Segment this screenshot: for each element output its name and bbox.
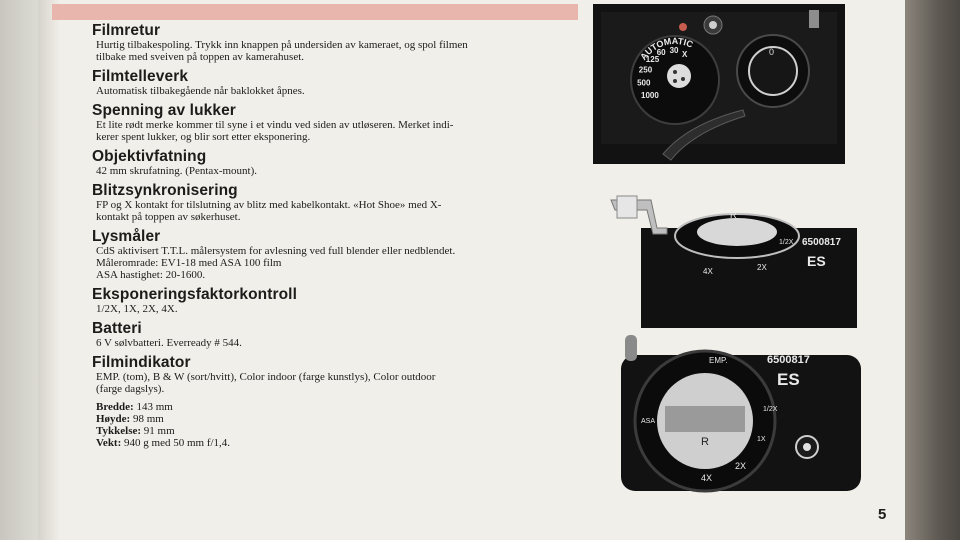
page-gutter-shadow (38, 0, 60, 540)
section-heading: Objektivfatning (92, 148, 207, 165)
section-heading: Filmtelleverk (92, 68, 189, 85)
factor-label-half: 1/2X (763, 406, 778, 413)
shutter-release-center (709, 21, 717, 29)
section-heading: Blitzsynkronisering (92, 182, 238, 199)
film-indicator-dial-photo (617, 329, 865, 494)
rewind-crank-knob (809, 10, 819, 28)
dimension-label: Vekt: (96, 437, 122, 449)
dimension-row (96, 437, 578, 449)
empty-indicator-label: EMP. (709, 356, 728, 365)
dimension-label: Bredde: (96, 401, 134, 413)
shutter-speed-label: 60 (656, 47, 666, 57)
section-body-line: Automatisk tilbakegående når baklokket åpnes. (96, 85, 305, 97)
section-body-line: 6 V sølvbatteri. Everready # 544. (96, 337, 242, 349)
frame-counter-mark: 0 (769, 47, 775, 57)
dimensions-list (96, 401, 578, 449)
section-body-line: (farge dagslys). (96, 383, 165, 395)
factor-label-2x: 2X (735, 461, 747, 471)
dimension-label: Tykkelse: (96, 425, 142, 437)
dimension-row (96, 413, 578, 425)
dimension-value: 143 mm (136, 401, 173, 413)
spec-section (92, 22, 578, 63)
factor-label-1x: 1X (757, 436, 766, 443)
crank-knob (617, 196, 637, 218)
dial-center-cap (667, 64, 691, 88)
spec-section (92, 228, 578, 281)
cap-dot (681, 77, 685, 81)
section-heading: Filmretur (92, 22, 161, 39)
section-heading: Eksponeringsfaktorkontroll (92, 286, 297, 303)
factor-label-half: 1/2X (779, 239, 794, 246)
wooden-desk-background (905, 0, 960, 540)
shutter-speed-label: 250 (638, 65, 653, 75)
dimension-label: Høyde: (96, 413, 131, 425)
section-body-line: Hurtig tilbakespoling. Trykk inn knappen på undersiden av kameraet, og spol filmen (96, 39, 468, 51)
dimension-row (96, 425, 578, 437)
self-timer-lamp-center (803, 443, 811, 451)
factor-label-2x: 2X (757, 263, 767, 272)
page-number: 5 (878, 506, 887, 523)
rewind-knob-top (697, 218, 777, 246)
section-body-line: Et lite rødt merke kommer til syne i et vindu ved siden av utløseren. Merket indi- (96, 119, 454, 131)
model-name: ES (777, 370, 800, 389)
serial-number: 6500817 (767, 354, 810, 366)
serial-number: 6500817 (802, 237, 841, 248)
factor-label-4x: 4X (703, 267, 713, 276)
automatic-label: AUTOMATIC (638, 35, 695, 62)
spec-section (92, 320, 578, 349)
cap-dot (673, 79, 677, 83)
factor-label-4x: 4X (701, 473, 713, 483)
section-heading: Lysmåler (92, 228, 161, 245)
section-body-line: tilbake med sveiven på toppen av kamerahuset. (96, 51, 305, 63)
spec-section (92, 182, 578, 223)
shutter-speed-dial-photo (593, 4, 845, 164)
shutter-cocked-indicator (679, 23, 687, 31)
pink-header-bar (52, 4, 578, 20)
section-body-line: CdS aktivisert T.T.L. målersystem for avlesning ved full blender eller nedblendet. (96, 245, 456, 257)
section-body-line: ASA hastighet: 20-1600. (96, 269, 206, 281)
shutter-speed-label: 1000 (641, 91, 659, 100)
section-body-line: FP og X kontakt for tilslutning av blitz med kabelkontakt. «Hot Shoe» med X- (96, 199, 442, 211)
strap-lug (625, 335, 637, 361)
section-heading: Batteri (92, 320, 142, 337)
section-body-line: kontakt på toppen av søkerhuset. (96, 211, 241, 223)
spec-section (92, 102, 578, 143)
section-body-line: Måleromrade: EV1-18 med ASA 100 film (96, 257, 282, 269)
section-body-line: EMP. (tom), B & W (sort/hvitt), Color indoor (farge kunstlys), Color outdoor (96, 371, 436, 383)
rewind-mark: R (730, 210, 737, 220)
shutter-speed-label: 125 (645, 54, 660, 64)
asa-label: ASA (641, 418, 656, 425)
spec-section (92, 354, 578, 395)
section-body-line: 1/2X, 1X, 2X, 4X. (96, 303, 178, 315)
spec-section (92, 286, 578, 315)
shutter-speed-label: 500 (637, 78, 651, 88)
rewind-mark: R (701, 436, 709, 448)
rewind-knob-grip (665, 406, 745, 432)
dimension-value: 940 g med 50 mm f/1,4. (124, 437, 231, 449)
spec-section (92, 148, 578, 177)
cap-dot (673, 70, 677, 74)
dimension-value: 91 mm (143, 425, 175, 437)
dimension-row (96, 401, 578, 413)
section-body-line: kerer spent lukker, og blir sort etter eksponering. (96, 131, 311, 143)
dimension-value: 98 mm (132, 413, 164, 425)
spec-section (92, 68, 578, 97)
section-heading: Filmindikator (92, 354, 191, 371)
model-name: ES (807, 253, 826, 269)
shutter-speed-label: X (682, 50, 688, 59)
section-body-line: 42 mm skrufatning. (Pentax-mount). (96, 165, 258, 177)
section-heading: Spenning av lukker (92, 102, 236, 119)
specifications-text (92, 22, 578, 449)
shutter-speed-label: 30 (669, 46, 679, 56)
film-rewind-knob-photo (607, 188, 857, 328)
